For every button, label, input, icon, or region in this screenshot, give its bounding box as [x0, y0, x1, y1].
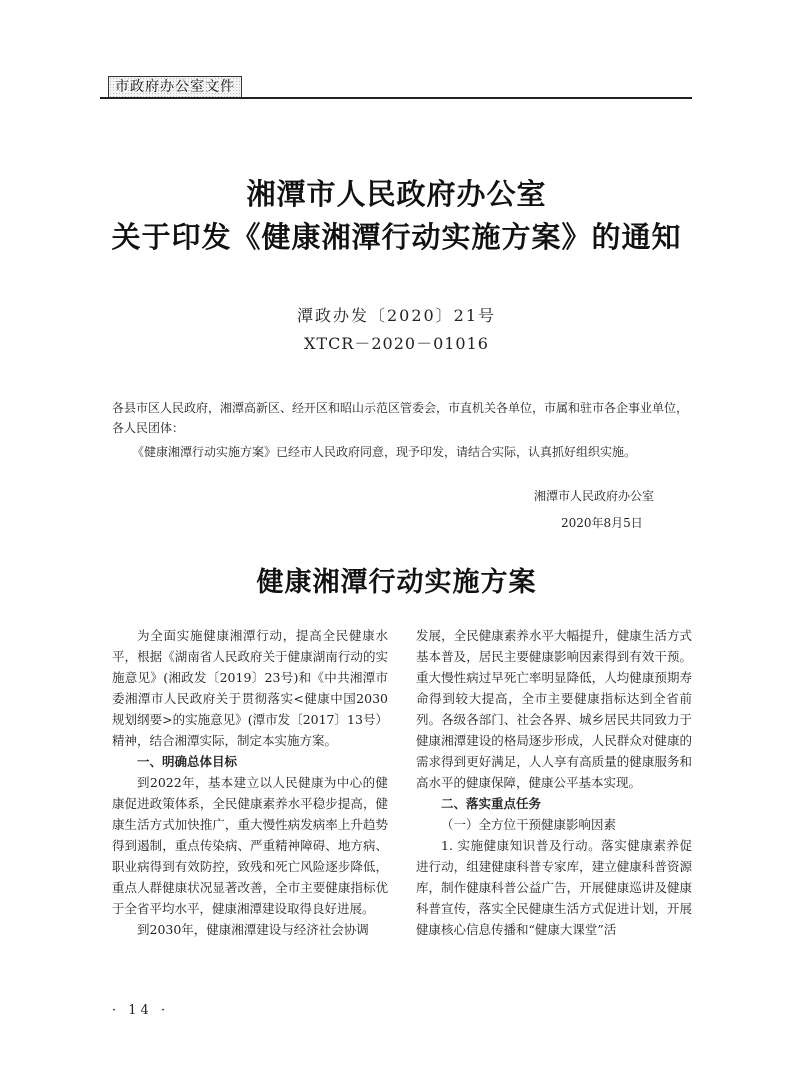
issue-date: 2020年8月5日 [561, 516, 643, 530]
plan-title: 健康湘潭行动实施方案 [256, 567, 537, 598]
page-number: · 14 · [112, 1003, 170, 1018]
registration-code: XTCR－2020－01016 [304, 334, 489, 353]
notice-body: 《健康湘潭行动实施方案》已经市人民政府同意，现予印发，请结合实际，认真抓好组织实施。 [132, 445, 637, 459]
goal-2022-paragraph: 到2022年，基本建立以人民健康为中心的健康促进政策体系，全民健康素养水平稳步提高，健康生活方式加快推广，重大慢性病发病率上升趋势得到遏制，重点传染病、严重精神障碍、地方病、职业病得到有效防控，致残和死亡风险逐步降低，重点人群健康状况显著改善，全市主要健康指标优于全省平均水平，健康湘潭建设取得良好进展。 [112, 775, 388, 916]
intro-paragraph: 为全面实施健康湘潭行动，提高全民健康水平，根据《湖南省人民政府关于健康湖南行动的实施意见》(湘政发〔2019〕23号)和《中共湘潭市委湘潭市人民政府关于贯彻落实<健康中国2030规划纲要>的实施意见》(潭市发〔2017〕13号）精神，结合湘潭实际，制定本实施方案。 [112, 628, 388, 748]
addressees: 各县市区人民政府，湘潭高新区、经开区和昭山示范区管委会，市直机关各单位，市属和驻市各企事业单位，各人民团体： [112, 401, 689, 435]
section-heading-1: 一、明确总体目标 [137, 754, 238, 769]
header-divider [100, 97, 692, 99]
goal-2030-paragraph: 到2030年，健康湘潭建设与经济社会协调 [137, 922, 369, 937]
left-column [112, 625, 388, 940]
notice-title-line2: 关于印发《健康湘潭行动实施方案》的通知 [111, 220, 682, 254]
task-1-paragraph: 1. 实施健康知识普及行动。落实健康素养促进行动，组建健康科普专家库，建立健康科普资源库，制作健康科普公益广告，开展健康巡讲及健康科普宣传，落实全民健康生活方式促进计划，开展健康核心信息传播和“健康大课堂”活 [416, 838, 692, 937]
issuer-signature: 湘潭市人民政府办公室 [534, 489, 655, 503]
document-number: 潭政办发〔2020〕21号 [296, 306, 497, 325]
subsection-heading-1: （一）全方位干预健康影响因素 [441, 817, 617, 832]
goal-2030-continued: 发展，全民健康素养水平大幅提升，健康生活方式基本普及，居民主要健康影响因素得到有效干预。重大慢性病过早死亡率明显降低，人均健康预期寿命得到较大提高，全市主要健康指标达到全省前列。各级各部门、社会各界、城乡居民共同致力于健康湘潭建设的格局逐步形成，人民群众对健康的需求得到更好满足，人人享有高质量的健康服务和高水平的健康保障，健康公平基本实现。 [416, 628, 692, 790]
section-tag: 市政府办公室文件 [108, 76, 242, 98]
right-column [416, 625, 692, 940]
notice-title-line1: 湘潭市人民政府办公室 [246, 177, 547, 211]
section-heading-2: 二、落实重点任务 [441, 796, 542, 811]
